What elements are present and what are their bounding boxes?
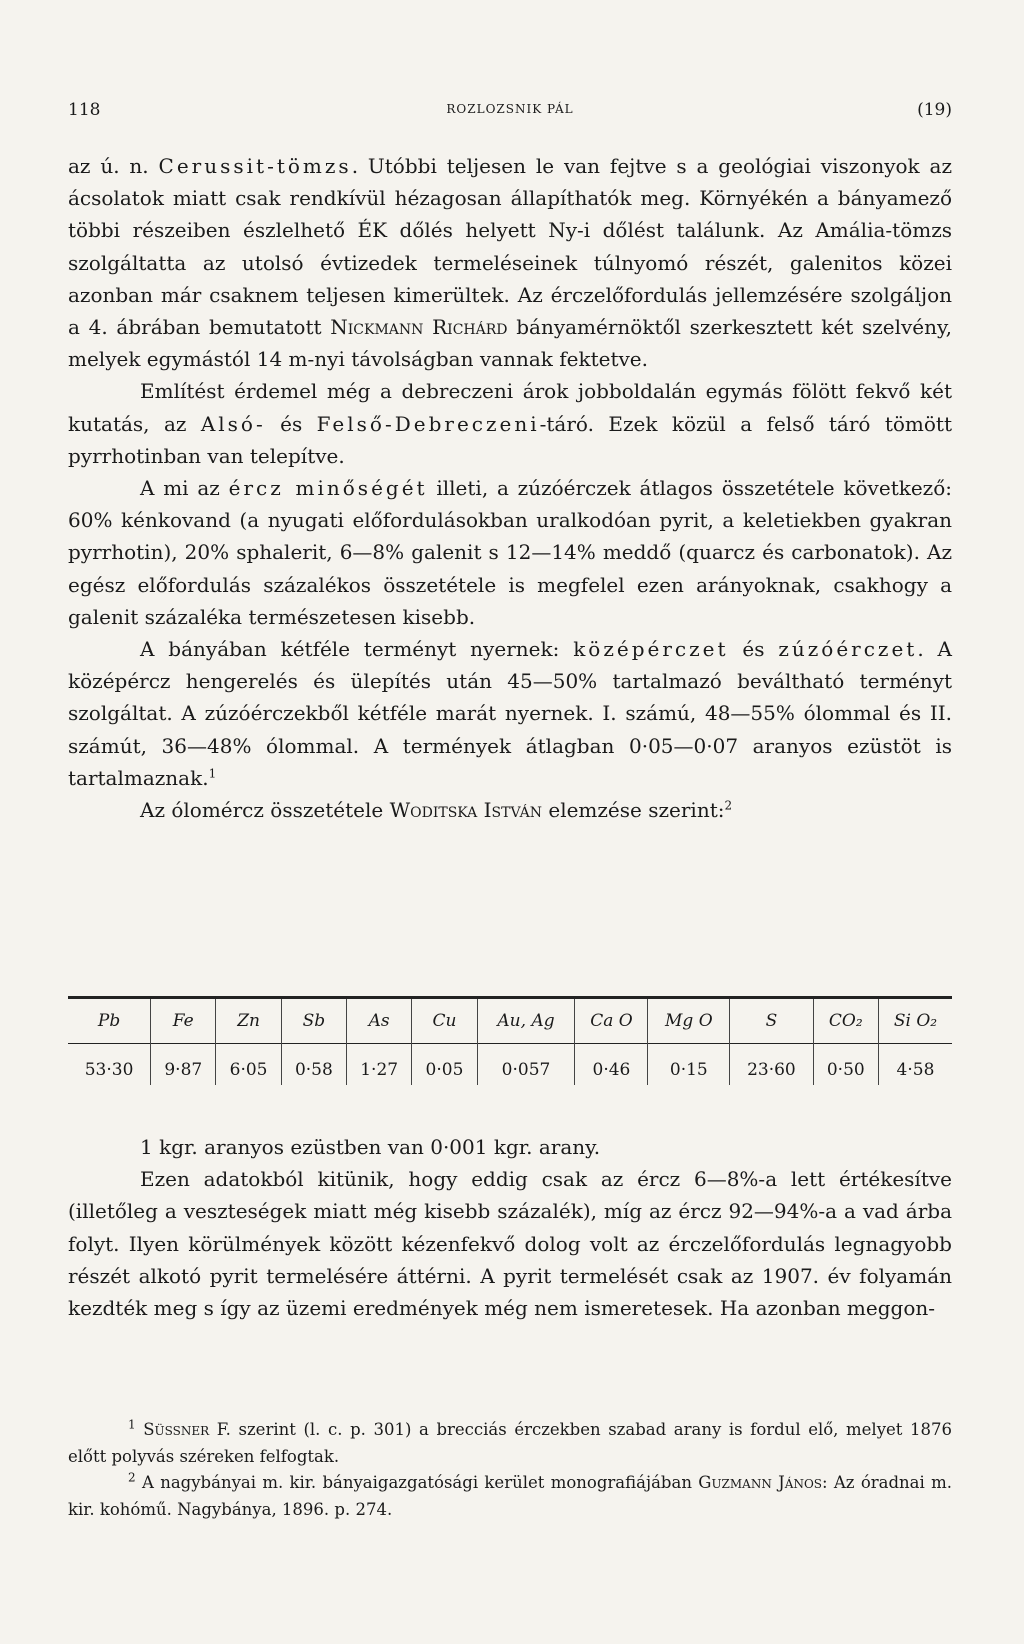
table-cell: 53·30	[84, 1060, 134, 1080]
spaced-term: ércz minőségét	[228, 476, 428, 501]
table-header-cell: As	[347, 998, 412, 1044]
table-cell: 0·05	[412, 1044, 477, 1085]
table-cell: 6·05	[216, 1044, 281, 1085]
person-name: Süssner	[143, 1420, 210, 1439]
paragraph-4	[68, 633, 952, 794]
spaced-term: középérczet	[573, 637, 729, 662]
paragraph-6: 1 kgr. aranyos ezüstben van 0·001 kgr. arany.	[140, 1135, 601, 1159]
table-header-cell: Ca O	[575, 998, 648, 1044]
footnote-mark: 1	[128, 1417, 136, 1432]
table-header-cell: Sb	[281, 998, 346, 1044]
text-run: illeti, a zúzóérczek átlagos összetétele következő: 60% kénkovand (a nyugati előfordulásokban uralkodóan pyrit, a keletiekben gyakran pyrrhotin), 20% sphalerit, 6—8% galenit s 12—14% meddő (quarcz és carbonatok). Az egész előfordulás százalékos összetétele is megfelel ezen arányoknak, csakhogy a galenit százaléka természetesen kisebb.	[68, 476, 952, 629]
table-header-cell: Fe	[151, 998, 216, 1044]
footnote-ref-1: 1	[208, 766, 217, 781]
text-run: az ú. n.	[68, 154, 159, 178]
paragraph-5	[68, 794, 952, 826]
text-run: elemzése szerint:	[542, 798, 725, 823]
footnote-ref-2: 2	[724, 798, 733, 813]
text-run: A nagybányai m. kir. bányaigazgatósági kerület monografiájában	[135, 1473, 699, 1492]
table-header-cell: Si O₂	[878, 998, 952, 1044]
table-header-cell: Zn	[216, 998, 281, 1044]
main-text	[68, 150, 952, 826]
table-cell: 0·50	[813, 1044, 878, 1085]
analysis-table-wrap	[68, 996, 952, 1085]
table-header-cell: CO₂	[813, 998, 878, 1044]
spaced-term: Alsó-	[200, 411, 266, 436]
table-header-cell: Mg O	[648, 998, 730, 1044]
main-text-continued	[68, 1131, 952, 1324]
running-title: ROZLOZSNIK PÁL	[446, 102, 574, 116]
spaced-term: Cerussit-tömzs	[158, 154, 352, 178]
paragraph-7: Ezen adatokból kitünik, hogy eddig csak az ércz 6—8%-a lett értékesítve (illetőleg a veszteségek miatt még kisebb százalék), míg az ércz 92—94%-a a vad árba folyt. Ilyen körülmények között kézenfekvő dolog volt az érczelőfordulás legnagyobb részét alkotó pyrit termelésére áttérni. A pyrit termelését csak az 1907. év folyamán kezdték meg s így az üzemi eredmények még nem ismeretesek. Ha azonban meggon-	[68, 1167, 952, 1321]
text-run: : Az óradnai m. kir. kohómű. Nagybánya, 1896. p. 274.	[68, 1473, 952, 1519]
spaced-term: Felső-Debreczeni	[316, 411, 540, 436]
text-run: F. szerint (l. c. p. 301) a brecciás érczekben szabad arany is fordul elő, melyet 1876 előtt polyvás széreken felfogtak.	[68, 1420, 953, 1466]
page-header	[68, 100, 952, 126]
text-run: . Utóbbi teljesen le van fejtve s a geológiai viszonyok az ácsolatok miatt csak rendkívül hézagosan állapíthatók meg. Környékén a bányamező többi részeiben észlelhető ÉK dőlés helyett Ny-i dőlést találunk. Az Amália-tömzs szolgáltatta az utolsó évtizedek termeléseinek túlnyomó részét, galenitos közei azonban már csaknem teljesen kimerültek. Az érczelőfordulás jellemzésére szolgáljon a 4. ábrában bemutatott	[68, 154, 952, 340]
text-run: bányamérnöktől szerkesztett két szelvény, melyek egymástól 14 m-nyi távolságban vannak fektetve.	[68, 315, 953, 372]
footnote-1	[68, 1417, 952, 1470]
book-page	[68, 0, 952, 1644]
text-run: Említést érdemel még a debreczeni árok jobboldalán egymás fölött fekvő két kutatás, az	[68, 379, 952, 436]
page-number: 118	[68, 100, 101, 120]
person-name: Nickmann Richárd	[330, 315, 508, 340]
text-run: A mi az	[140, 476, 229, 501]
person-name: Woditska István	[389, 798, 542, 823]
footnote-mark: 2	[128, 1470, 136, 1485]
paragraph-3	[68, 472, 952, 633]
table-cell: 1·27	[347, 1044, 412, 1085]
table-cell: 0·46	[575, 1044, 648, 1085]
person-name: Guzmann János	[698, 1473, 823, 1492]
table-cell: 9·87	[151, 1044, 216, 1085]
footnotes	[68, 1417, 952, 1523]
paragraph-2	[68, 375, 952, 472]
footnote-2	[68, 1470, 952, 1523]
table-cell: 0·15	[648, 1044, 730, 1085]
table-header-cell: Au, Ag	[477, 998, 575, 1044]
table-header-cell: Cu	[412, 998, 477, 1044]
table-cell: 0·58	[281, 1044, 346, 1085]
page-reference: (19)	[917, 100, 952, 120]
paragraph-1	[68, 150, 952, 375]
table-header-row	[68, 998, 952, 1044]
text-run: -táró. Ezek közül a felső táró tömött pyrrhotinban van telepítve.	[68, 411, 952, 468]
table-cell: 0·057	[477, 1044, 575, 1085]
text-run: és	[728, 637, 779, 662]
text-run: Az ólomércz összetétele	[140, 798, 390, 823]
table-header-cell: Pb	[97, 1011, 121, 1031]
table-row	[68, 1044, 952, 1085]
table-cell: 4·58	[878, 1044, 952, 1085]
spaced-term: zúzóérczet	[778, 637, 918, 662]
text-run: . A középércz hengerelés és ülepítés után 45—50% tartalmazó beváltható terményt szolgáltat. A zúzóérczekből kétféle marát nyernek. I. számú, 48—55% ólommal és II. számút, 36—48% ólommal. A termények átlagban 0·05—0·07 aranyos ezüstöt is tartalmaznak.	[68, 637, 952, 790]
analysis-table	[68, 996, 952, 1085]
table-header-cell: S	[730, 998, 813, 1044]
table-cell: 23·60	[730, 1044, 813, 1085]
text-run: és	[265, 411, 317, 436]
text-run: A bányában kétféle terményt nyernek:	[140, 637, 574, 662]
